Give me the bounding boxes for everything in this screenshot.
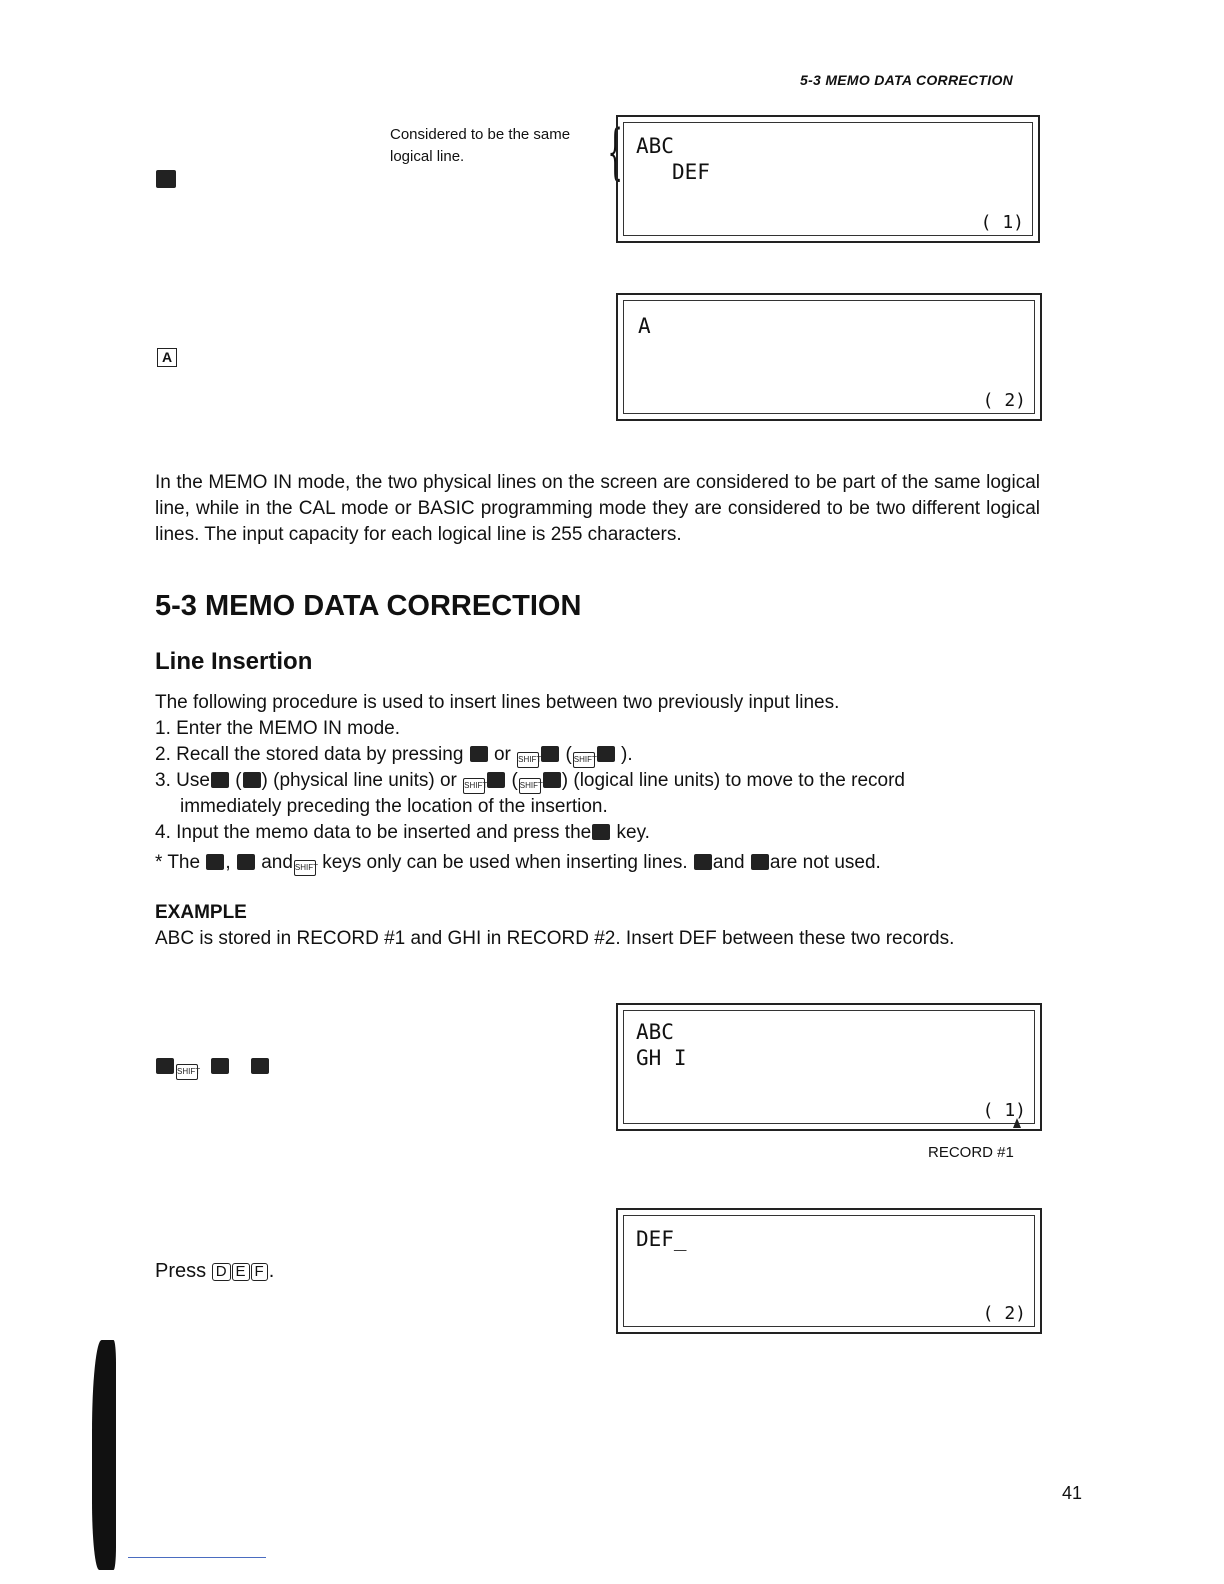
screen1-line1: ABC — [636, 134, 674, 158]
shift-key-icon — [573, 752, 595, 768]
note-text-a: * The — [155, 852, 201, 873]
screen4-record: ( 2) — [982, 1303, 1026, 1324]
step-4 — [155, 820, 650, 846]
paragraph-logical-lines: In the MEMO IN mode, the two physical lines on the screen are considered to be part of the same logical line, while in the CAL mode or BASIC programming mode they are considered to be two different logical lines. The input capacity for each logical line is 255 characters. — [155, 472, 1040, 545]
shift-key-icon — [294, 860, 316, 876]
up-arrow-key-icon — [251, 1058, 269, 1074]
note-text-c: and — [261, 852, 293, 873]
note-text-d: keys only can be used when inserting lines. — [322, 852, 688, 873]
down-arrow-key-icon — [597, 746, 615, 762]
step-4-text-a: 4. Input the memo data to be inserted and press the — [155, 822, 592, 843]
step-2-text-a: 2. Recall the stored data by pressing — [155, 744, 464, 765]
screen2-line1: A — [638, 314, 651, 338]
binding-edge-shadow — [92, 1340, 116, 1570]
step-3-text-d: ( — [511, 770, 518, 791]
note-line-2: logical line. — [390, 148, 465, 165]
running-header: 5-3 MEMO DATA CORRECTION — [800, 72, 1014, 88]
record-caption: RECORD #1 — [928, 1144, 1014, 1161]
subsection-title: Line Insertion — [155, 648, 313, 675]
shift-key-icon — [517, 752, 539, 768]
step-2-text-b: or — [493, 744, 511, 765]
exe-key-icon — [156, 170, 176, 188]
step-3-text-b: ( — [235, 770, 242, 791]
screen3-line1: ABC — [636, 1020, 674, 1044]
note-text-b: , — [225, 852, 231, 873]
shift-key-icon — [463, 778, 485, 794]
press-end: . — [268, 1260, 275, 1282]
example-text: ABC is stored in RECORD #1 and GHI in RECORD #2. Insert DEF between these two records. — [155, 928, 955, 949]
step-3-text-c: ) (physical line units) or — [261, 770, 457, 791]
record-arrow-icon — [1013, 1118, 1021, 1128]
down-arrow-key-icon — [237, 854, 255, 870]
lcd-screen-3 — [616, 1003, 1042, 1131]
left-arrow-key-icon — [694, 854, 712, 870]
footer-rule — [128, 1557, 266, 1558]
procedure-intro: The following procedure is used to insert lines between two previously input lines. — [155, 692, 840, 713]
up-arrow-key-icon — [211, 772, 229, 788]
a-key-icon: A — [157, 348, 177, 367]
shift-key-icon — [519, 778, 541, 794]
brace-icon: { — [607, 117, 623, 187]
lcd-screen-2 — [616, 293, 1042, 421]
e-key: E — [232, 1263, 250, 1281]
right-arrow-key-icon — [751, 854, 769, 870]
logical-line-note — [390, 124, 570, 168]
step-4-text-b: key. — [616, 822, 650, 843]
exe-key-icon — [592, 824, 610, 840]
memo-key-icon — [470, 746, 488, 762]
screen3-record: ( 1) — [982, 1100, 1026, 1121]
note-line-1: Considered to be the same — [390, 126, 571, 143]
screen2-record: ( 2) — [982, 390, 1026, 411]
section-title: 5-3 MEMO DATA CORRECTION — [155, 590, 582, 622]
f-key: F — [251, 1263, 268, 1281]
down-arrow-key-icon — [243, 772, 261, 788]
step-2-text-d: ). — [621, 744, 633, 765]
step-2-text-c: ( — [565, 744, 572, 765]
step-3-text-a: 3. Use — [155, 770, 210, 791]
note — [155, 850, 881, 876]
up-arrow-key-icon — [206, 854, 224, 870]
press-label: Press — [155, 1260, 207, 1282]
example-heading: EXAMPLE — [155, 902, 247, 923]
up-arrow-key-icon — [211, 1058, 229, 1074]
step-3-continued: immediately preceding the location of the insertion. — [180, 796, 608, 817]
press-instruction — [155, 1258, 274, 1284]
screen3-line2: GH I — [636, 1046, 687, 1070]
page-number: 41 — [1062, 1483, 1083, 1503]
lcd-screen-1 — [616, 115, 1040, 243]
memo-key-icon — [156, 1058, 174, 1074]
step-1: 1. Enter the MEMO IN mode. — [155, 718, 400, 739]
up-arrow-key-icon — [541, 746, 559, 762]
step-3-text-e: ) (logical line units) to move to the record — [561, 770, 905, 791]
note-text-f: are not used. — [769, 852, 881, 873]
screen1-line2: DEF — [672, 160, 710, 184]
shift-key-icon — [176, 1064, 198, 1080]
up-arrow-key-icon — [487, 772, 505, 788]
screen4-line1: DEF_ — [636, 1227, 687, 1251]
screen1-record: ( 1) — [980, 212, 1024, 233]
step-2 — [155, 742, 633, 768]
example-key-sequence — [155, 1058, 270, 1080]
lcd-screen-4 — [616, 1208, 1042, 1334]
step-3 — [155, 768, 905, 794]
d-key: D — [212, 1263, 231, 1281]
down-arrow-key-icon — [543, 772, 561, 788]
note-text-e: and — [712, 852, 745, 873]
